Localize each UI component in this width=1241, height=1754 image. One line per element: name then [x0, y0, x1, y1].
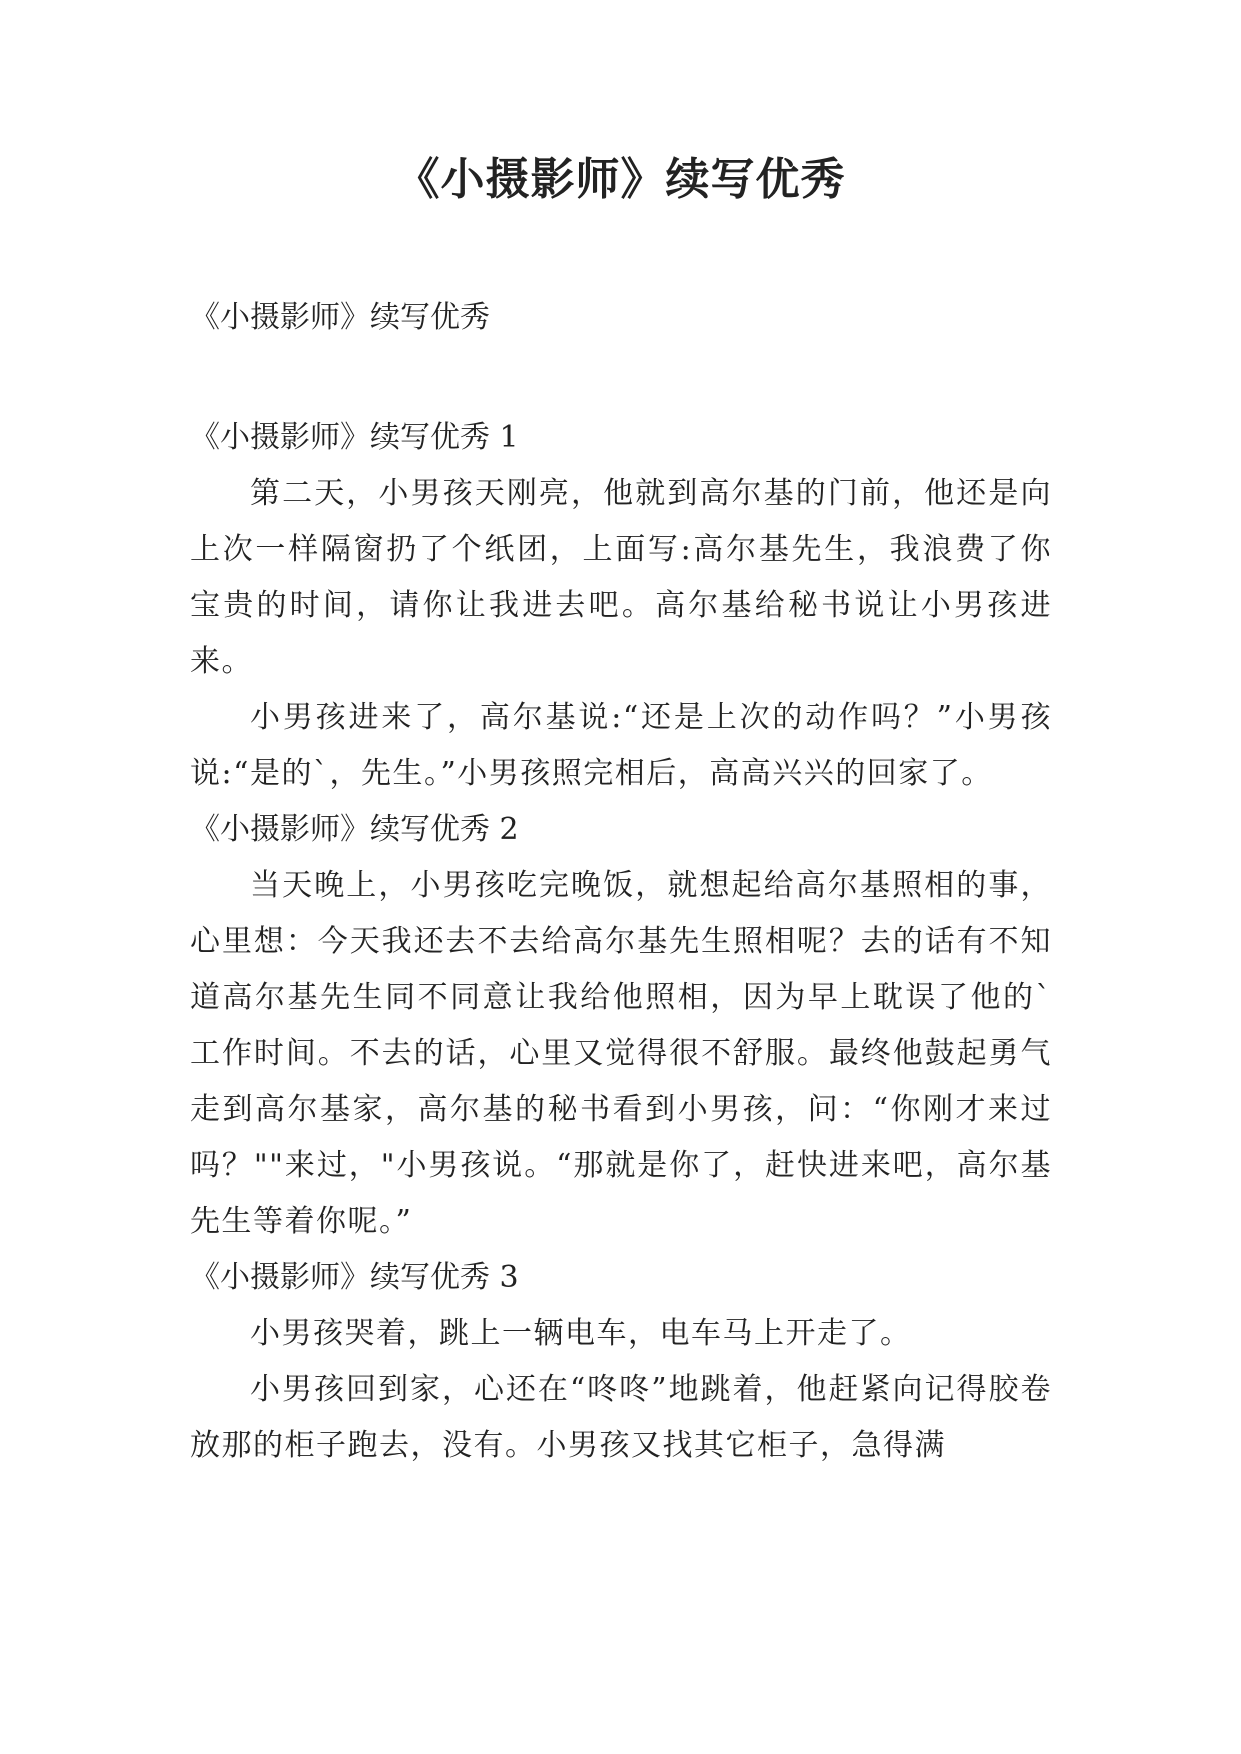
document-subtitle: 《小摄影师》续写优秀 — [190, 300, 490, 335]
section-1 — [190, 410, 1052, 802]
paragraph: 小男孩哭着，跳上一辆电车，电车马上开走了。 — [250, 1316, 912, 1351]
section-heading: 《小摄影师》续写优秀 3 — [190, 1260, 519, 1295]
paragraph: 小男孩进来了，高尔基说:“还是上次的动作吗？”小男孩说:“是的`，先生。”小男孩照完相后，高高兴兴的回家了。 — [190, 700, 1052, 791]
document-body — [190, 290, 1052, 1474]
section-heading: 《小摄影师》续写优秀 2 — [190, 812, 519, 847]
section-2 — [190, 802, 1052, 1250]
section-heading: 《小摄影师》续写优秀 1 — [190, 420, 519, 455]
paragraph: 第二天，小男孩天刚亮，他就到高尔基的门前，他还是向上次一样隔窗扔了个纸团，上面写:高尔基先生，我浪费了你宝贵的时间，请你让我进去吧。高尔基给秘书说让小男孩进来。 — [190, 476, 1052, 679]
document-title: 《小摄影师》续写优秀 — [395, 154, 846, 205]
paragraph: 当天晚上，小男孩吃完晚饭，就想起给高尔基照相的事，心里想：今天我还去不去给高尔基先生照相呢？去的话有不知道高尔基先生同不同意让我给他照相，因为早上耽误了他的`工作时间。不去的话，心里又觉得很不舒服。最终他鼓起勇气走到高尔基家，高尔基的秘书看到小男孩，问：“你刚才来过吗？""来过，"小男孩说。“那就是你了，赶快进来吧，高尔基先生等着你呢。” — [190, 868, 1052, 1239]
paragraph: 小男孩回到家，心还在“咚咚”地跳着，他赶紧向记得胶卷放那的柜子跑去，没有。小男孩又找其它柜子，急得满 — [190, 1372, 1052, 1463]
section-3 — [190, 1250, 1052, 1474]
